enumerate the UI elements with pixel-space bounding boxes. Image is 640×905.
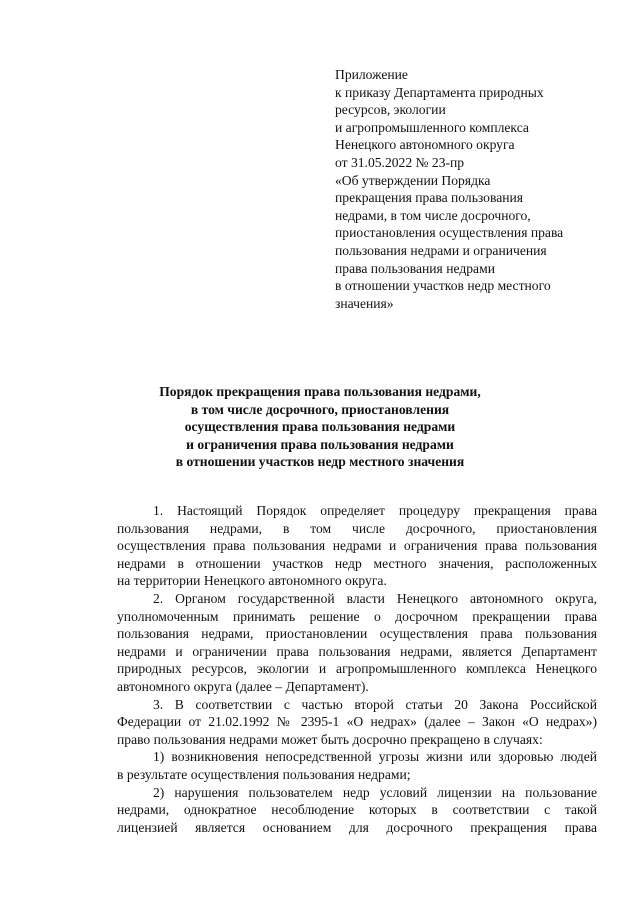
body-line: 2. Органом государственной власти Ненецкого автономного округа, xyxy=(153,590,597,606)
title-line: осуществления права пользования недрами xyxy=(184,419,456,435)
body-line: право пользования недрами может быть досрочно прекращено в случаях: xyxy=(117,731,543,747)
title-line: в отношении участков недр местного значения xyxy=(175,454,465,470)
appendix-line: права пользования недрами xyxy=(335,260,495,276)
appendix-line: прекращения права пользования xyxy=(335,190,524,206)
body-line: недрами, однократное несоблюдение которых в соответствии с такой xyxy=(117,802,597,818)
body-line: природных ресурсов, экологии и агропромышленного комплекса Ненецкого xyxy=(117,661,597,677)
title-line: Порядок прекращения права пользования недрами, xyxy=(159,384,481,399)
body-line: в результате осуществления пользования недрами; xyxy=(117,766,411,782)
title-line: и ограничения права пользования недрами xyxy=(186,436,454,452)
appendix-line: Ненецкого автономного округа xyxy=(335,137,515,153)
body-line: недрами в отношении участков недр местного значения, расположенных xyxy=(117,555,597,571)
body-line: Федерации от 21.02.1992 № 2395-1 «О недрах» (далее – Закон «О недрах») xyxy=(117,714,597,730)
body-line: уполномоченным принимать решение о досрочном прекращении права xyxy=(117,608,597,624)
document-body xyxy=(117,502,597,836)
appendix-line: в отношении участков недр местного xyxy=(335,278,551,294)
body-line: 3. В соответствии с частью второй статьи 20 Закона Российской xyxy=(153,696,597,712)
body-line: 2) нарушения пользователем недр условий лицензии на пользование xyxy=(153,784,597,800)
body-line: 1) возникновения непосредственной угрозы жизни или здоровью людей xyxy=(153,749,597,765)
appendix-line: ресурсов, экологии xyxy=(335,102,446,118)
body-line: пользования недрами, приостановлении осуществления права пользования xyxy=(117,626,597,642)
appendix-line: Приложение xyxy=(335,67,408,82)
appendix-line: приостановления осуществления права xyxy=(335,225,564,241)
appendix-line: от 31.05.2022 № 23-пр xyxy=(335,154,465,170)
appendix-line: недрами, в том числе досрочного, xyxy=(335,207,531,223)
appendix-line: и агропромышленного комплекса xyxy=(335,119,529,135)
body-line: осуществления права пользования недрами и ограничения права пользования xyxy=(117,538,597,554)
document-title xyxy=(110,383,530,471)
appendix-header xyxy=(335,66,595,312)
appendix-line: к приказу Департамента природных xyxy=(335,84,544,100)
title-line: в том числе досрочного, приостановления xyxy=(190,401,450,417)
body-line: недрами и ограничении права пользования недрами, является Департамент xyxy=(117,643,597,659)
appendix-line: пользования недрами и ограничения xyxy=(335,242,547,258)
body-line: лицензией является основанием для досрочного прекращения права xyxy=(117,819,597,835)
body-line: автономного округа (далее – Департамент). xyxy=(117,678,369,694)
body-line: на территории Ненецкого автономного округа. xyxy=(117,573,387,589)
appendix-line: значения» xyxy=(335,295,394,311)
body-line: 1. Настоящий Порядок определяет процедуру прекращения права xyxy=(153,503,597,518)
appendix-line: «Об утверждении Порядка xyxy=(335,172,491,188)
body-line: пользования недрами, в том числе досрочного, приостановления xyxy=(117,520,597,536)
